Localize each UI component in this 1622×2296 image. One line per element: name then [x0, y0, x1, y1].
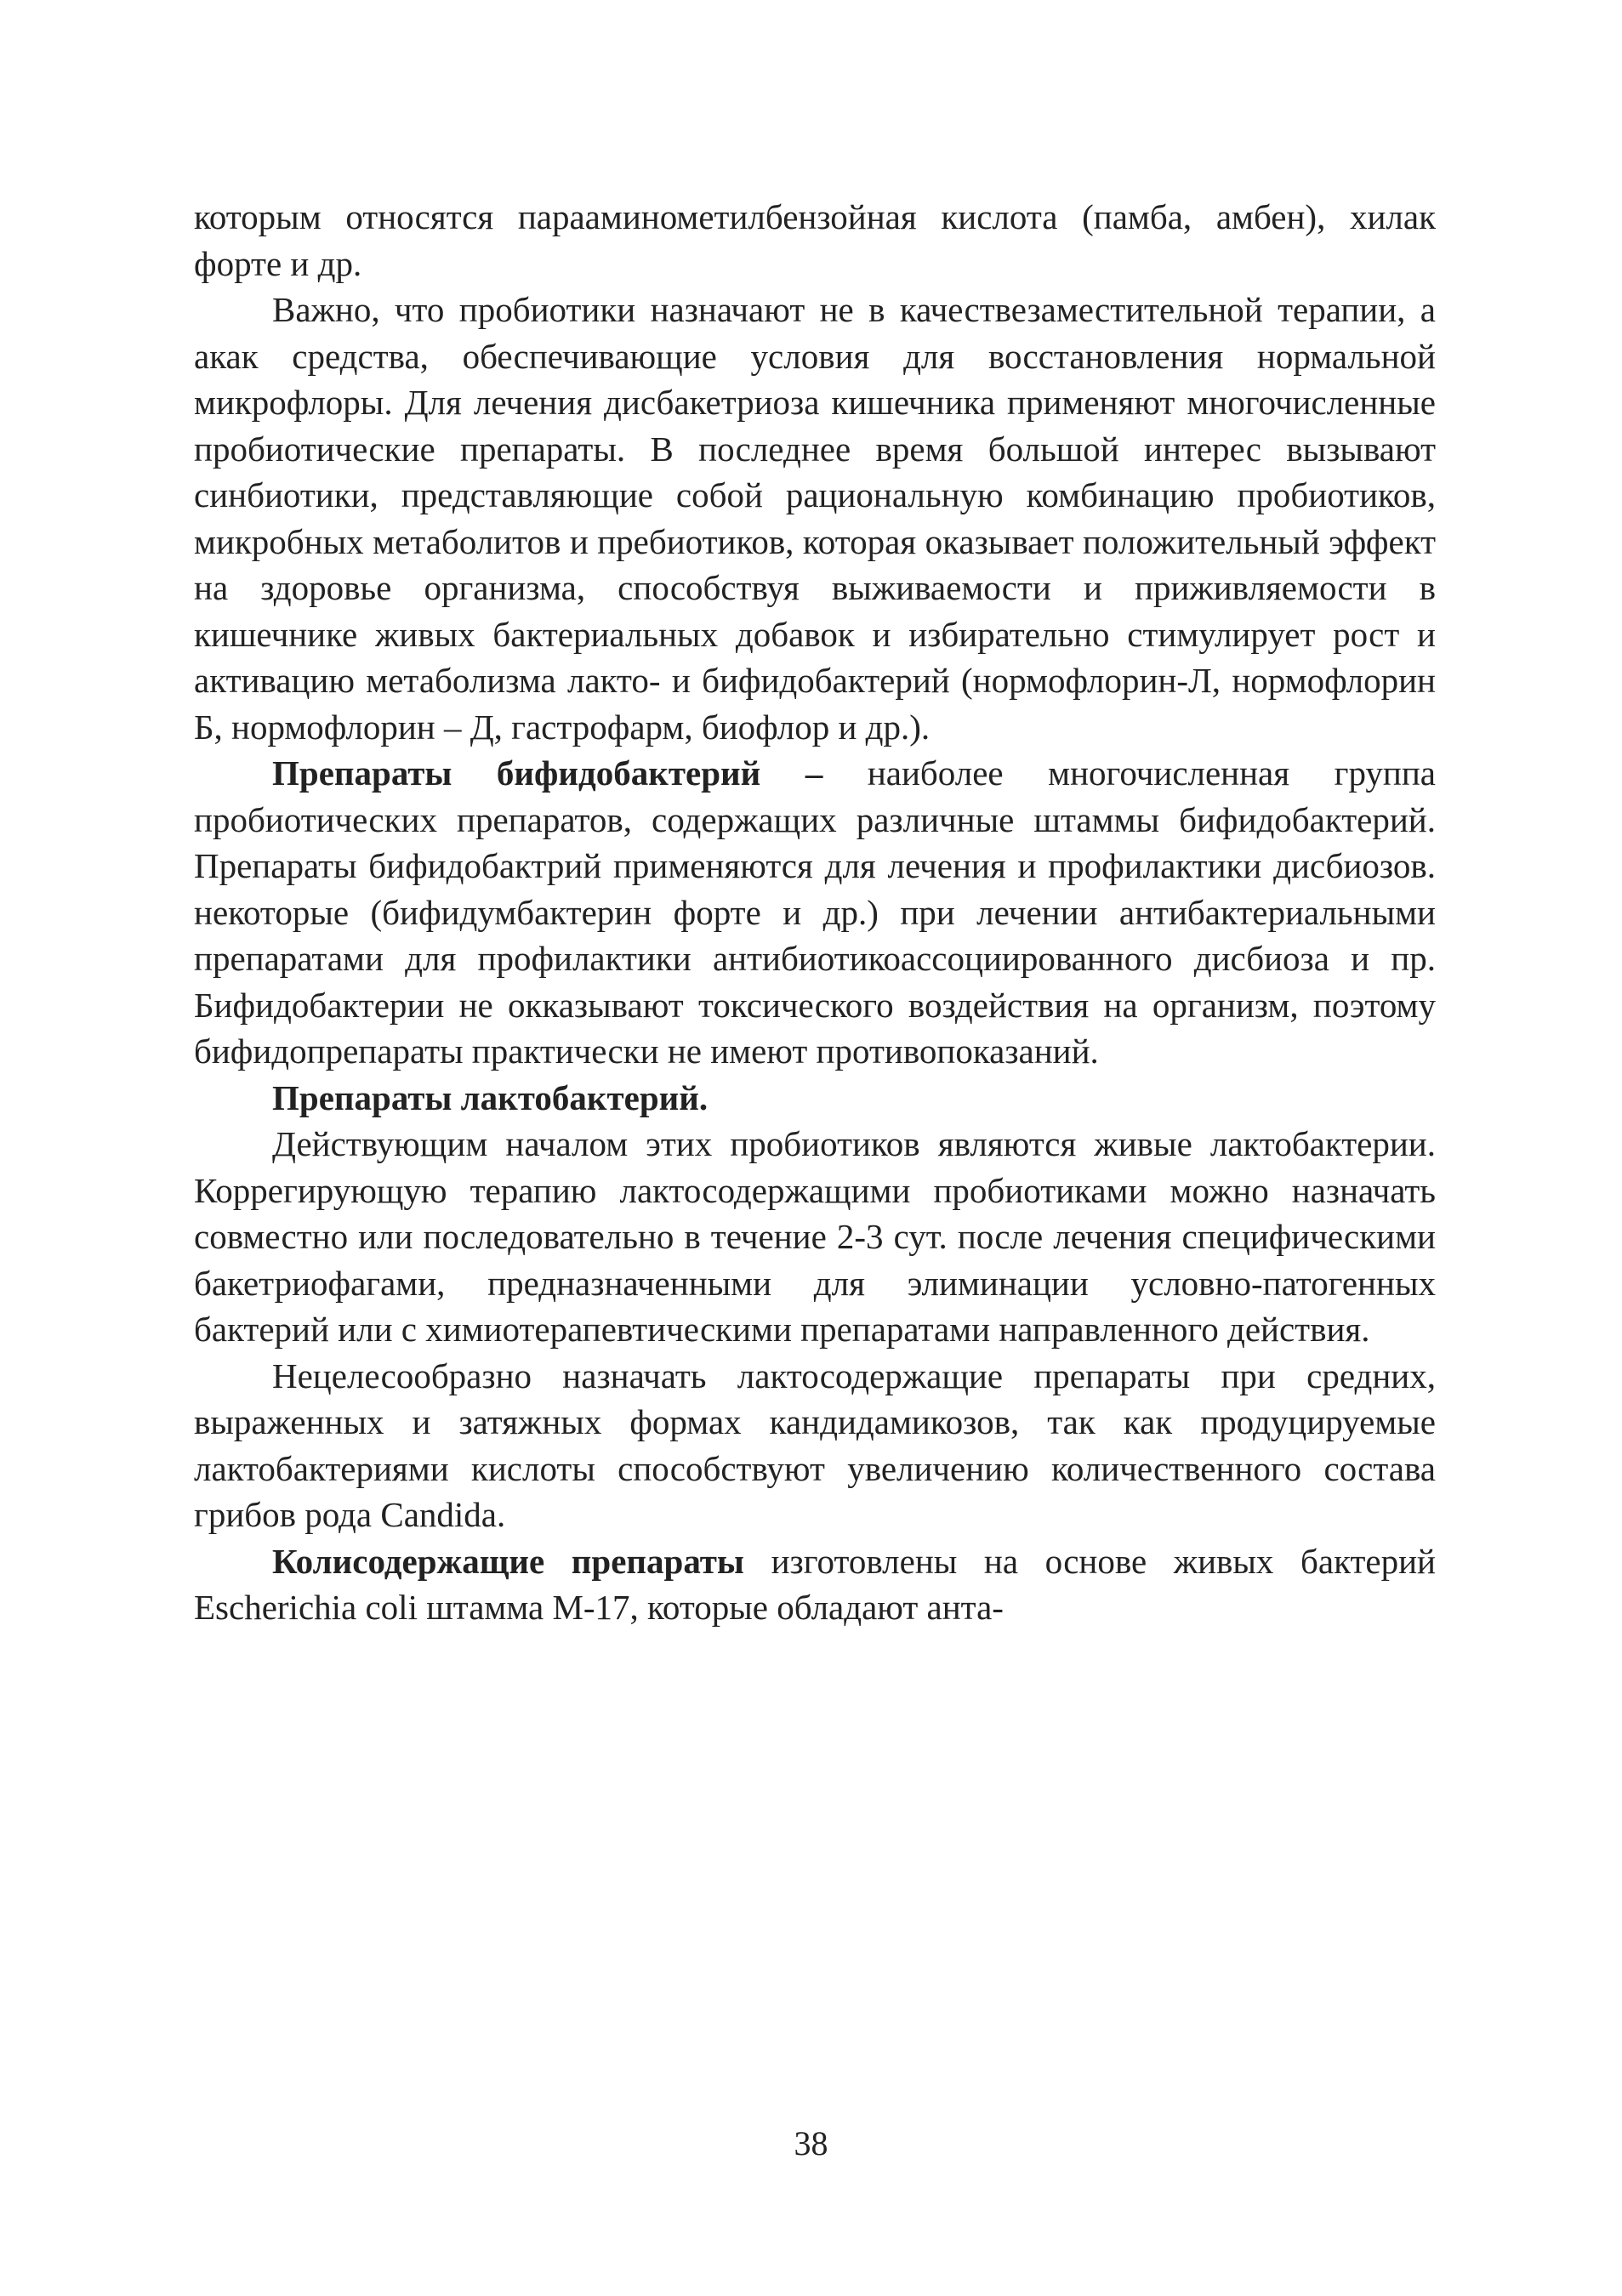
paragraph-text: Нецелесообразно назначать лактосодержащие препараты при средних, выраженных и затяжных формах кандидамикозов, так как продуцируемые лактобактериями кислоты способствуют увеличению количественного состава грибов рода Candida.: [194, 1355, 1436, 1534]
paragraph-lactobacteria-action: [194, 1121, 1436, 1353]
section-heading: Препараты лактобактерий.: [272, 1077, 709, 1117]
page-number: 38: [794, 2124, 828, 2162]
paragraph-candida-warning: [194, 1353, 1436, 1538]
paragraph-term: Колисодержащие препараты: [272, 1541, 744, 1581]
paragraph-probiotics-role: [194, 287, 1436, 750]
paragraph-text: Действующим началом этих пробиотиков являются живые лактобактерии. Коррегирующую терапию лактосодержащими пробиотиками можно назначать совместно или последовательно в течение 2-3 сут. после лечения специфическими бакетриофагами, предназначенными для элиминации условно-патогенных бактерий или с химиотерапевтическими препаратами направленного действия.: [194, 1124, 1436, 1349]
paragraph-text: наиболее многочисленная группа пробиотических препаратов, содержащих различные штаммы бифидобактерий. Препараты бифидобактрий применяются для лечения и профилактики дисбиозов. некоторые (бифидумбактерин форте и др.) при лечении антибактериальными препаратами для профилактики антибиотикоассоциированного дисбиоза и пр. Бифидобактерии не окказывают токсического воздействия на организм, поэтому бифидопрепараты практически не имеют противопоказаний.: [194, 753, 1436, 1071]
paragraph-continuation: [194, 194, 1436, 287]
paragraph-coli-preparations: [194, 1538, 1436, 1631]
paragraph-bifidobacteria: [194, 750, 1436, 1075]
paragraph-text: Важно, что пробиотики назначают не в качествезаместительной терапии, а акак средства, обеспечивающие условия для восстановления нормальной микрофлоры. Для лечения дисбакетриоза кишечника применяют многочисленные пробиотические препараты. В последнее время большой интерес вызывают синбиотики, представляющие собой рациональную комбинацию пробиотиков, микробных метаболитов и пребиотиков, которая оказывает положительный эффект на здоровье организма, способствуя выживаемости и приживляемости в кишечнике живых бактериальных добавок и избирательно стимулирует рост и активацию метаболизма лакто- и бифидобактерий (нормофлорин-Л, нормофлорин Б, нормофлорин – Д, гастрофарм, биофлор и др.).: [194, 290, 1436, 747]
paragraph-text: изготовлены на основе живых бактерий Escherichia coli штамма М-17, которые обладают анта-: [194, 1541, 1436, 1627]
body-text: [194, 194, 1436, 1631]
section-heading-lactobacteria: [194, 1075, 1436, 1122]
paragraph-text: которым относятся парааминометилбензойная кислота (памба, амбен), хилак форте и др.: [194, 197, 1436, 283]
paragraph-term: Препараты бифидобактерий –: [272, 753, 823, 793]
